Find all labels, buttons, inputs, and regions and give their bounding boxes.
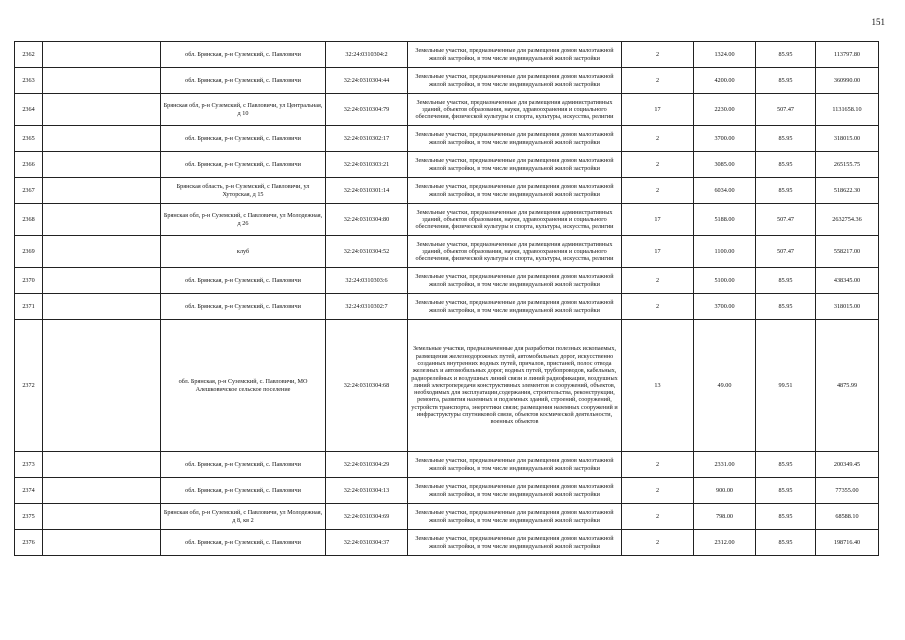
group-code-cell: 17	[622, 94, 694, 126]
cadastral-value-cell: 518622.30	[816, 178, 879, 204]
empty-cell	[43, 236, 161, 268]
specific-value-cell: 507.47	[756, 94, 816, 126]
address-cell: обл. Брянская, р-н Суземский, с. Павловичи	[161, 42, 326, 68]
area-cell: 2331.00	[694, 452, 756, 478]
cadastral-value-cell: 68588.10	[816, 504, 879, 530]
row-number-cell: 2365	[15, 126, 43, 152]
cadastral-number-cell: 32:24:0310304:69	[326, 504, 408, 530]
row-number-cell: 2375	[15, 504, 43, 530]
table-row	[15, 42, 879, 68]
area-cell: 3700.00	[694, 294, 756, 320]
cadastral-value-table	[14, 41, 879, 556]
cadastral-number-cell: 32:24:0310302:17	[326, 126, 408, 152]
address-cell: обл. Брянская, р-н Суземский, с. Павловичи	[161, 452, 326, 478]
area-cell: 1324.00	[694, 42, 756, 68]
land-use-cell: Земельные участки, предназначенные для размещения домов малоэтажной жилой застройки, в том числе индивидуальной жилой застройки	[408, 152, 622, 178]
cadastral-number-cell: 32:24:0310304:37	[326, 530, 408, 556]
land-use-cell: Земельные участки, предназначенные для размещения домов малоэтажной жилой застройки, в том числе индивидуальной жилой застройки	[408, 452, 622, 478]
group-code-cell: 2	[622, 452, 694, 478]
cadastral-number-cell: 32:24:0310304:44	[326, 68, 408, 94]
empty-cell	[43, 178, 161, 204]
specific-value-cell: 99.51	[756, 320, 816, 452]
area-cell: 900.00	[694, 478, 756, 504]
empty-cell	[43, 504, 161, 530]
table-row	[15, 320, 879, 452]
table-row	[15, 530, 879, 556]
specific-value-cell: 85.95	[756, 478, 816, 504]
empty-cell	[43, 68, 161, 94]
specific-value-cell: 85.95	[756, 42, 816, 68]
area-cell: 5100.00	[694, 268, 756, 294]
address-cell: Брянская обл, р-н Суземский, с Павловичи, ул Молодежная, д 8, кв 2	[161, 504, 326, 530]
empty-cell	[43, 42, 161, 68]
cadastral-number-cell: 32:24:0310303:6	[326, 268, 408, 294]
specific-value-cell: 85.95	[756, 294, 816, 320]
table-body	[15, 42, 879, 556]
empty-cell	[43, 152, 161, 178]
area-cell: 1100.00	[694, 236, 756, 268]
cadastral-number-cell: 32:24:0310304:2	[326, 42, 408, 68]
land-use-cell: Земельные участки, предназначенные для размещения домов малоэтажной жилой застройки, в том числе индивидуальной жилой застройки	[408, 478, 622, 504]
group-code-cell: 17	[622, 236, 694, 268]
row-number-cell: 2372	[15, 320, 43, 452]
row-number-cell: 2367	[15, 178, 43, 204]
address-cell: обл. Брянская, р-н Суземский, с. Павловичи, МО Алешковичское сельское поселение	[161, 320, 326, 452]
row-number-cell: 2371	[15, 294, 43, 320]
table-row	[15, 94, 879, 126]
specific-value-cell: 85.95	[756, 68, 816, 94]
specific-value-cell: 85.95	[756, 268, 816, 294]
empty-cell	[43, 452, 161, 478]
area-cell: 4200.00	[694, 68, 756, 94]
cadastral-value-cell: 265155.75	[816, 152, 879, 178]
specific-value-cell: 85.95	[756, 530, 816, 556]
area-cell: 3085.00	[694, 152, 756, 178]
address-cell: клуб	[161, 236, 326, 268]
address-cell: Брянская обл, р-н Суземский, с Павловичи, ул Центральная, д 10	[161, 94, 326, 126]
empty-cell	[43, 478, 161, 504]
table-row	[15, 68, 879, 94]
specific-value-cell: 85.95	[756, 152, 816, 178]
group-code-cell: 2	[622, 478, 694, 504]
row-number-cell: 2366	[15, 152, 43, 178]
row-number-cell: 2370	[15, 268, 43, 294]
land-use-cell: Земельные участки, предназначенные для размещения домов малоэтажной жилой застройки, в том числе индивидуальной жилой застройки	[408, 530, 622, 556]
cadastral-number-cell: 32:24:0310304:80	[326, 204, 408, 236]
area-cell: 3700.00	[694, 126, 756, 152]
group-code-cell: 13	[622, 320, 694, 452]
address-cell: обл. Брянская, р-н Суземский, с. Павловичи	[161, 68, 326, 94]
address-cell: обл. Брянская, р-н Суземский, с. Павловичи	[161, 152, 326, 178]
cadastral-value-cell: 200349.45	[816, 452, 879, 478]
cadastral-value-cell: 558217.00	[816, 236, 879, 268]
cadastral-value-cell: 360990.00	[816, 68, 879, 94]
land-use-cell: Земельные участки, предназначенные для размещения административных зданий, объектов образования, науки, здравоохранения и социального обеспечения, физической культуры и спорта, культуры, искусства, религии	[408, 94, 622, 126]
row-number-cell: 2374	[15, 478, 43, 504]
table-row	[15, 204, 879, 236]
table-row	[15, 126, 879, 152]
cadastral-value-cell: 438345.00	[816, 268, 879, 294]
area-cell: 6034.00	[694, 178, 756, 204]
cadastral-number-cell: 32:24:0310304:13	[326, 478, 408, 504]
row-number-cell: 2363	[15, 68, 43, 94]
page-number: 151	[871, 17, 885, 27]
area-cell: 5188.00	[694, 204, 756, 236]
land-use-cell: Земельные участки, предназначенные для размещения домов малоэтажной жилой застройки, в том числе индивидуальной жилой застройки	[408, 42, 622, 68]
table-row	[15, 152, 879, 178]
area-cell: 2312.00	[694, 530, 756, 556]
area-cell: 798.00	[694, 504, 756, 530]
cadastral-number-cell: 32:24:0310301:14	[326, 178, 408, 204]
land-use-cell: Земельные участки, предназначенные для размещения административных зданий, объектов образования, науки, здравоохранения и социального обеспечения, физической культуры и спорта, культуры, искусства, религии	[408, 236, 622, 268]
cadastral-value-cell: 318015.00	[816, 126, 879, 152]
row-number-cell: 2364	[15, 94, 43, 126]
cadastral-value-cell: 198716.40	[816, 530, 879, 556]
address-cell: Брянская область, р-н Суземский, с Павловичи, ул Хуторская, д 15	[161, 178, 326, 204]
table-row	[15, 452, 879, 478]
address-cell: обл. Брянская, р-н Суземский, с. Павловичи	[161, 478, 326, 504]
specific-value-cell: 85.95	[756, 178, 816, 204]
land-use-cell: Земельные участки, предназначенные для размещения домов малоэтажной жилой застройки, в том числе индивидуальной жилой застройки	[408, 268, 622, 294]
address-cell: обл. Брянская, р-н Суземский, с. Павловичи	[161, 126, 326, 152]
empty-cell	[43, 320, 161, 452]
land-use-cell: Земельные участки, предназначенные для разработки полезных ископаемых, размещения железнодорожных путей, автомобильных дорог, искусственно созданных внутренних водных путей, причалов, пристаней, полос отвода железных и автомобильных дорог, водных путей, трубопроводов, кабельных, радиорелейных и воздушных линий связи и линий радиофикации, воздушных линий электропередачи конструктивных элементов и сооружений, объектов, необходимых для эксплуатации,содержания, строительства, реконструкции, ремонта, развития наземных и подземных зданий, строений, сооружений, устройств транспорта, энергетики связи; размещения наземных сооружений и инфраструктуры спутниковой связи, объектов космической деятельности, военных объектов	[408, 320, 622, 452]
group-code-cell: 2	[622, 126, 694, 152]
specific-value-cell: 85.95	[756, 504, 816, 530]
group-code-cell: 2	[622, 178, 694, 204]
row-number-cell: 2362	[15, 42, 43, 68]
group-code-cell: 2	[622, 530, 694, 556]
group-code-cell: 2	[622, 504, 694, 530]
cadastral-number-cell: 32:24:0310304:52	[326, 236, 408, 268]
cadastral-value-cell: 318015.00	[816, 294, 879, 320]
cadastral-number-cell: 32:24:0310303:21	[326, 152, 408, 178]
empty-cell	[43, 94, 161, 126]
land-use-cell: Земельные участки, предназначенные для размещения домов малоэтажной жилой застройки, в том числе индивидуальной жилой застройки	[408, 294, 622, 320]
empty-cell	[43, 204, 161, 236]
land-use-cell: Земельные участки, предназначенные для размещения домов малоэтажной жилой застройки, в том числе индивидуальной жилой застройки	[408, 178, 622, 204]
cadastral-number-cell: 32:24:0310304:68	[326, 320, 408, 452]
table-row	[15, 236, 879, 268]
empty-cell	[43, 268, 161, 294]
row-number-cell: 2369	[15, 236, 43, 268]
group-code-cell: 2	[622, 68, 694, 94]
cadastral-value-cell: 4875.99	[816, 320, 879, 452]
cadastral-value-cell: 1131658.10	[816, 94, 879, 126]
cadastral-number-cell: 32:24:0310304:79	[326, 94, 408, 126]
specific-value-cell: 85.95	[756, 452, 816, 478]
specific-value-cell: 507.47	[756, 236, 816, 268]
address-cell: обл. Брянская, р-н Суземский, с. Павловичи	[161, 294, 326, 320]
cadastral-value-cell: 113797.80	[816, 42, 879, 68]
specific-value-cell: 507.47	[756, 204, 816, 236]
area-cell: 49.00	[694, 320, 756, 452]
specific-value-cell: 85.95	[756, 126, 816, 152]
land-use-cell: Земельные участки, предназначенные для размещения административных зданий, объектов образования, науки, здравоохранения и социального обеспечения, физической культуры и спорта, культуры, искусства, религии	[408, 204, 622, 236]
group-code-cell: 2	[622, 268, 694, 294]
row-number-cell: 2376	[15, 530, 43, 556]
table-row	[15, 178, 879, 204]
land-use-cell: Земельные участки, предназначенные для размещения домов малоэтажной жилой застройки, в том числе индивидуальной жилой застройки	[408, 504, 622, 530]
land-use-cell: Земельные участки, предназначенные для размещения домов малоэтажной жилой застройки, в том числе индивидуальной жилой застройки	[408, 68, 622, 94]
cadastral-number-cell: 32:24:0310304:29	[326, 452, 408, 478]
table-row	[15, 294, 879, 320]
row-number-cell: 2368	[15, 204, 43, 236]
group-code-cell: 17	[622, 204, 694, 236]
group-code-cell: 2	[622, 294, 694, 320]
address-cell: обл. Брянская, р-н Суземский, с. Павловичи	[161, 268, 326, 294]
address-cell: Брянская обл, р-н Суземский, с Павловичи, ул Молодежная, д 26	[161, 204, 326, 236]
empty-cell	[43, 126, 161, 152]
address-cell: обл. Брянская, р-н Суземский, с. Павловичи	[161, 530, 326, 556]
land-use-cell: Земельные участки, предназначенные для размещения домов малоэтажной жилой застройки, в том числе индивидуальной жилой застройки	[408, 126, 622, 152]
table-row	[15, 478, 879, 504]
cadastral-value-cell: 77355.00	[816, 478, 879, 504]
row-number-cell: 2373	[15, 452, 43, 478]
cadastral-value-cell: 2632754.36	[816, 204, 879, 236]
group-code-cell: 2	[622, 152, 694, 178]
empty-cell	[43, 530, 161, 556]
table-row	[15, 504, 879, 530]
table-row	[15, 268, 879, 294]
empty-cell	[43, 294, 161, 320]
group-code-cell: 2	[622, 42, 694, 68]
area-cell: 2230.00	[694, 94, 756, 126]
cadastral-number-cell: 32:24:0310302:7	[326, 294, 408, 320]
